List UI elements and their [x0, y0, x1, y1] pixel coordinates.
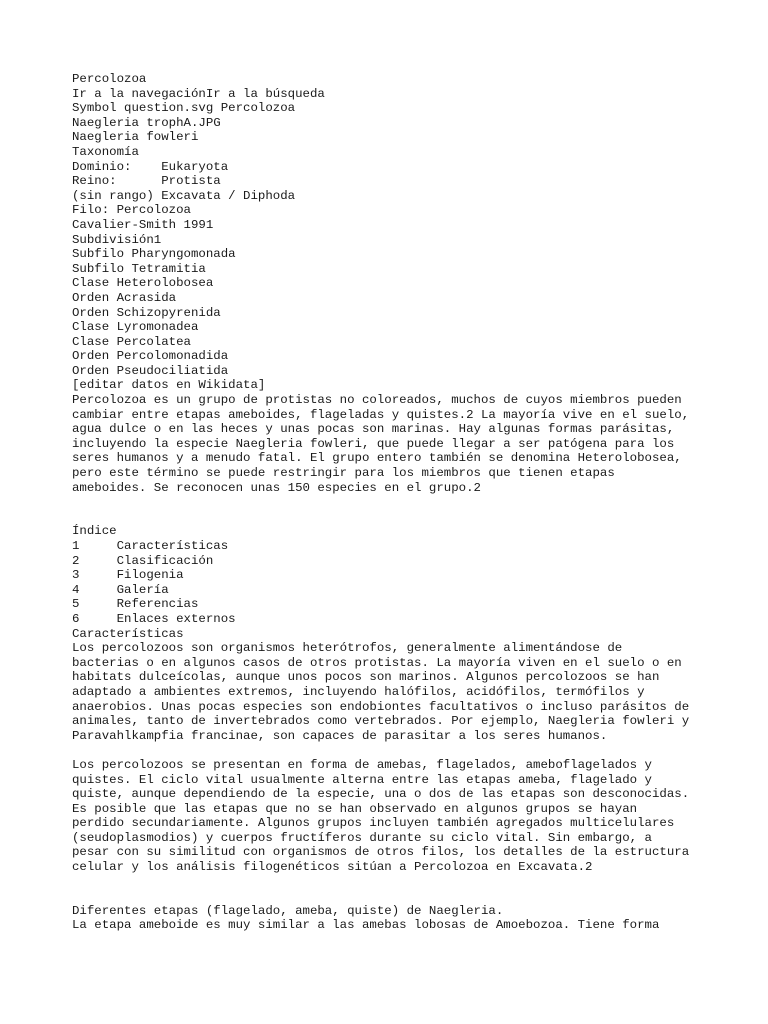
edit-wikidata-link[interactable]: [editar datos en Wikidata] [72, 378, 266, 393]
paragraph-line: agua dulce o en las heces y unas pocas son marinas. Hay algunas formas parásitas, [72, 422, 675, 437]
section-heading-caracteristicas: Características [72, 626, 184, 641]
toc-item[interactable]: 6 Enlaces externos [72, 611, 236, 626]
toc-heading: Índice [72, 524, 117, 539]
paragraph-line: celular y los análisis filogenéticos sitúan a Percolozoa en Excavata.2 [72, 860, 593, 875]
paragraph-line: Los percolozoos se presentan en forma de amebas, flagelados, ameboflagelados y [72, 757, 652, 772]
paragraph-line: Los percolozoos son organismos heterótrofos, generalmente alimentándose de [72, 641, 623, 656]
paragraph-line: cambiar entre etapas ameboides, flageladas y quistes.2 La mayoría vive en el suelo, [72, 407, 690, 422]
infobox-image-file[interactable]: Naegleria trophA.JPG [72, 115, 221, 130]
toc-item[interactable]: 4 Galería [72, 582, 169, 597]
paragraph-line: anaerobios. Unas pocas especies son endobiontes facultativos o incluso parásitos de [72, 699, 690, 714]
table-of-contents [72, 524, 712, 626]
paragraph-line: pero este término se puede restringir para los miembros que tienen etapas [72, 466, 615, 481]
paragraph-line: La etapa ameboide es muy similar a las amebas lobosas de Amoebozoa. Tiene forma [72, 918, 660, 933]
paragraph-3 [72, 918, 712, 933]
toc-item[interactable]: 1 Características [72, 539, 229, 553]
toc-item[interactable]: 5 Referencias [72, 597, 199, 612]
paragraph-line: adaptado a ambientes extremos, incluyendo halófilos, acidófilos, termófilos y [72, 684, 645, 699]
taxonomy-row: Subfilo Tetramitia [72, 261, 206, 276]
infobox-icon-caption: Symbol question.svg Percolozoa [72, 101, 296, 116]
taxonomy-row: Clase Heterolobosea [72, 276, 214, 291]
infobox [72, 101, 712, 393]
skip-navigation-links[interactable]: Ir a la navegaciónIr a la búsqueda [72, 86, 325, 101]
paragraph-line: seres humanos y a menudo fatal. El grupo entero también se denomina Heterolobosea, [72, 451, 682, 466]
taxonomy-row: Dominio: Eukaryota [72, 159, 229, 174]
figure-caption: Diferentes etapas (flagelado, ameba, quiste) de Naegleria. [72, 903, 504, 918]
paragraph-line: bacterias o en algunos casos de otros protistas. La mayoría viven en el suelo o en [72, 655, 682, 670]
paragraph-line: Es posible que las etapas que no se han observado en algunos grupos se hayan [72, 801, 638, 816]
taxonomy-row: Orden Acrasida [72, 290, 177, 305]
paragraph-2 [72, 758, 712, 875]
paragraph-line: quistes. El ciclo vital usualmente alterna entre las etapas ameba, flagelado y [72, 772, 652, 787]
taxonomy-rows [72, 160, 712, 379]
taxonomy-row: Clase Percolatea [72, 334, 191, 349]
intro-paragraph [72, 393, 712, 495]
taxonomy-row: Orden Percolomonadida [72, 349, 229, 364]
paragraph-line: ameboides. Se reconocen unas 150 especies en el grupo.2 [72, 480, 481, 495]
paragraph-1 [72, 641, 712, 743]
article-title: Percolozoa [72, 72, 147, 86]
toc-items [72, 539, 712, 627]
taxonomy-row: (sin rango) Excavata / Diphoda [72, 188, 296, 203]
taxonomy-heading: Taxonomía [72, 144, 139, 159]
document-page [72, 72, 712, 933]
infobox-image-caption: Naegleria fowleri [72, 130, 199, 145]
paragraph-line: Percolozoa es un grupo de protistas no coloreados, muchos de cuyos miembros pueden [72, 393, 682, 408]
paragraph-line: animales, tanto de invertebrados como vertebrados. Por ejemplo, Naegleria fowleri y [72, 714, 690, 729]
toc-item[interactable]: 3 Filogenia [72, 568, 184, 583]
taxonomy-row: Subdivisión1 [72, 232, 162, 247]
taxonomy-row: Orden Schizopyrenida [72, 305, 221, 320]
paragraph-line: Paravahlkampfia francinae, son capaces de parasitar a los seres humanos. [72, 728, 608, 743]
toc-item[interactable]: 2 Clasificación [72, 553, 214, 568]
paragraph-line: pesar con su similitud con organismos de otros filos, los detalles de la estructura [72, 845, 690, 860]
paragraph-line: habitats dulceícolas, aunque unos pocos son marinos. Algunos percolozoos se han [72, 670, 660, 685]
taxonomy-row: Cavalier-Smith 1991 [72, 217, 214, 232]
taxonomy-row: Clase Lyromonadea [72, 320, 199, 335]
taxonomy-row: Reino: Protista [72, 174, 221, 189]
taxonomy-row: Filo: Percolozoa [72, 203, 191, 218]
paragraph-line: quiste, aunque dependiendo de la especie, una o dos de las etapas son desconocidas. [72, 787, 690, 802]
paragraph-line: (seudoplasmodios) y cuerpos fructíferos durante su ciclo vital. Sin embargo, a [72, 830, 652, 845]
paragraph-line: incluyendo la especie Naegleria fowleri, que puede llegar a ser patógena para los [72, 436, 675, 451]
taxonomy-row: Orden Pseudociliatida [72, 363, 229, 378]
taxonomy-row: Subfilo Pharyngomonada [72, 247, 236, 262]
paragraph-line: perdido secundariamente. Algunos grupos incluyen también agregados multicelulares [72, 816, 675, 831]
